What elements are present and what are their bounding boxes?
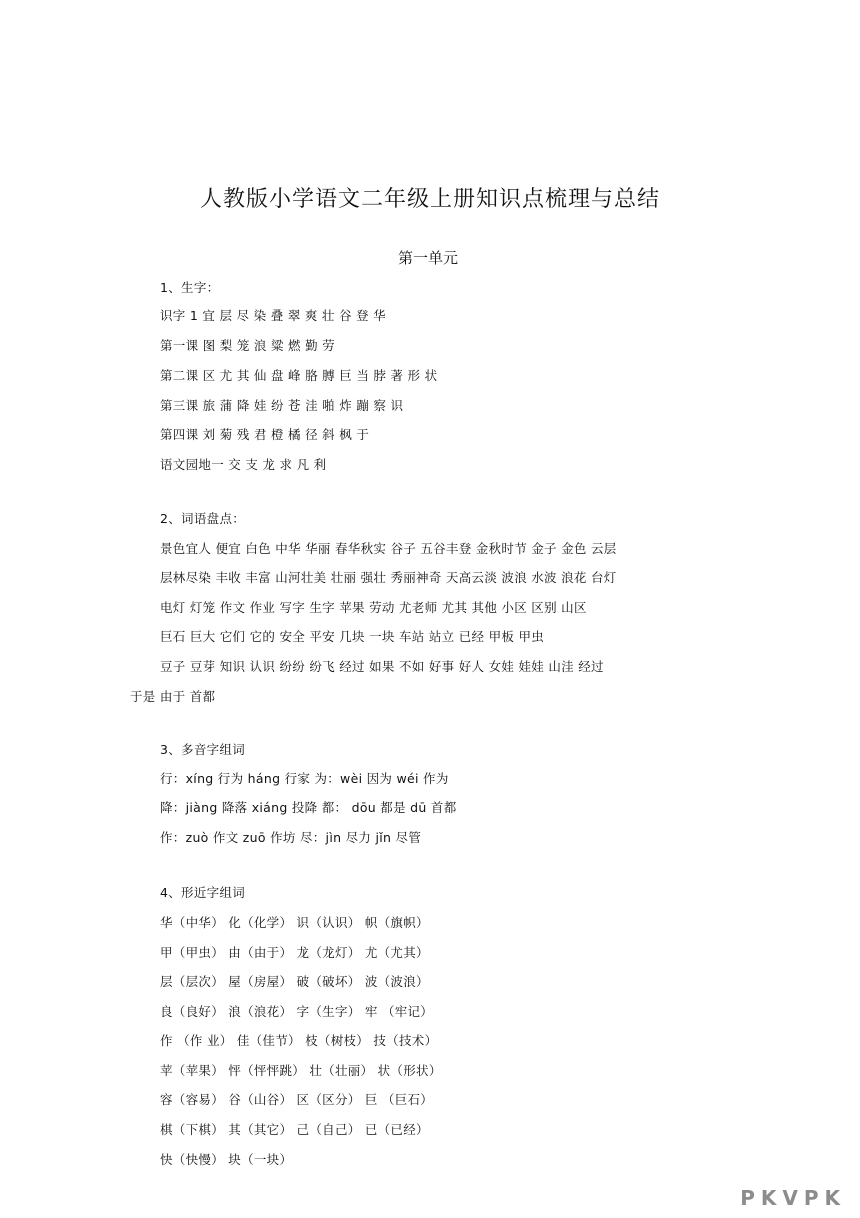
list-item: 行：xíng 行为 háng 行家 为：wèi 因为 wéi 作为 <box>160 771 449 786</box>
list-item: 甲（甲虫） 由（由于） 龙（龙灯） 尤（尤其） <box>160 945 429 960</box>
list-item: 巨石 巨大 它们 它的 安全 平安 几块 一块 车站 站立 已经 甲板 甲虫 <box>160 629 545 644</box>
list-item: 降：jiàng 降落 xiáng 投降 都： dōu 都是 dū 首都 <box>160 800 457 815</box>
list-item: 豆子 豆芽 知识 认识 纷纷 纷飞 经过 如果 不如 好事 好人 女娃 娃娃 山洼 经过 <box>160 659 604 674</box>
list-item-continuation: 于是 由于 首都 <box>130 689 216 704</box>
list-item: 作：zuò 作文 zuō 作坊 尽：jìn 尽力 jǐn 尽管 <box>160 830 422 845</box>
watermark-logo: PKVPK <box>740 1186 846 1210</box>
section-heading-word-review: 2、词语盘点： <box>160 511 246 526</box>
list-item: 作 （作 业） 佳（佳节） 枝（树枝） 技（技术） <box>160 1033 438 1048</box>
list-item: 华（中华） 化（化学） 识（认识） 帜（旗帜） <box>160 915 429 930</box>
list-item: 识字 1 宜 层 尽 染 叠 翠 爽 壮 谷 登 华 <box>160 308 386 323</box>
list-item: 第二课 区 尤 其 仙 盘 峰 胳 膊 巨 当 脖 著 形 状 <box>160 368 438 383</box>
section-heading-polyphonic: 3、多音字组词 <box>160 742 246 757</box>
list-item: 第三课 旅 蒲 降 娃 纷 苍 洼 啪 炸 蹦 察 识 <box>160 398 404 413</box>
list-item: 棋（下棋） 其（其它） 己（自己） 已（已经） <box>160 1122 429 1137</box>
list-item: 容（容易） 谷（山谷） 区（区分） 巨 （巨石） <box>160 1092 434 1107</box>
list-item: 电灯 灯笼 作文 作业 写字 生字 苹果 劳动 尤老师 尤其 其他 小区 区别 山区 <box>160 600 587 615</box>
list-item: 苹（苹果） 怦（怦怦跳） 壮（壮丽） 状（形状） <box>160 1063 442 1078</box>
list-item: 良（良好） 浪（浪花） 字（生字） 牢 （牢记） <box>160 1004 434 1019</box>
section-heading-new-characters: 1、生字： <box>160 280 220 295</box>
section-heading-similar-characters: 4、形近字组词 <box>160 885 246 900</box>
unit-title: 第一单元 <box>397 249 458 267</box>
list-item: 第四课 刘 菊 残 君 橙 橘 径 斜 枫 于 <box>160 427 370 442</box>
list-item: 语文园地一 交 支 龙 求 凡 利 <box>160 457 327 472</box>
list-item: 层林尽染 丰收 丰富 山河壮美 壮丽 强壮 秀丽神奇 天高云淡 波浪 水波 浪花 台灯 <box>160 570 617 585</box>
list-item: 层（层次） 屋（房屋） 破（破坏） 波（波浪） <box>160 974 429 989</box>
document-title: 人教版小学语文二年级上册知识点梳理与总结 <box>199 187 660 212</box>
list-item: 快（快慢） 块（一块） <box>160 1152 293 1167</box>
list-item: 景色宜人 便宜 白色 中华 华丽 春华秋实 谷子 五谷丰登 金秋时节 金子 金色 云层 <box>160 541 617 556</box>
list-item: 第一课 图 梨 笼 浪 粱 燃 勤 劳 <box>160 338 335 353</box>
